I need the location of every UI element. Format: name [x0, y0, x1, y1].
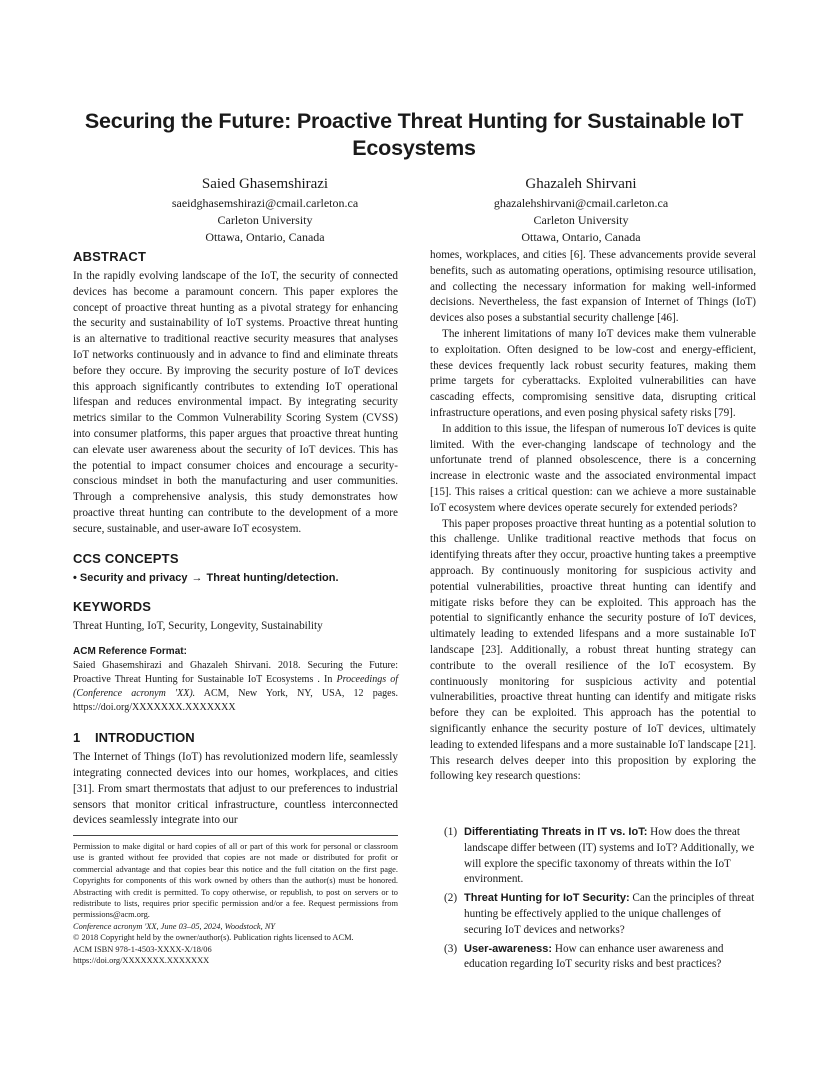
- abstract-heading: ABSTRACT: [73, 249, 147, 264]
- intro-paragraph: This paper proposes proactive threat hunting as a potential solution to this challenge. Unlike traditional reactive methods that focus on identifying threats after they occur, proactive hunting takes a preemptive approach. By continuously monitoring for suspicious activity and potential vulnerabilities, proactive threat hunting can identify and mitigate risks before they can be exploited. This approach has the potential to significantly enhance the security posture of IoT devices, ultimately leading to extended lifespans and a more sustainable IoT landscape [23]. Additionally, a robust threat hunting strategy can contribute to the overall resilience of the IoT ecosystem. By continuously monitoring for suspicious activity and potential vulnerabilities, proactive threat hunting can identify and mitigate risks before they can be exploited. This approach has the potential to significantly enhance the security posture of IoT devices, ultimately leading to extended lifespans and a more sustainable IoT landscape [21]. This research delves deeper into this proposition by exploring the following key research questions:: [430, 517, 756, 783]
- doi-line: https://doi.org/XXXXXXX.XXXXXXX: [73, 956, 210, 966]
- author-block-2: [431, 173, 731, 246]
- author-email: saeidghasemshirazi@cmail.carleton.ca: [171, 196, 359, 210]
- author-affiliation: Carleton University: [217, 213, 313, 227]
- copyright-footnote: [73, 835, 398, 966]
- copyright-line: © 2018 Copyright held by the owner/author(s). Publication rights licensed to ACM.: [73, 933, 354, 943]
- intro-paragraph: In addition to this issue, the lifespan of numerous IoT devices is quite limited. With the ever-changing landscape of technology and the unfortunate trend of planned obsolescence, there is a concerning increase in electronic waste and the associated environmental impact [15]. This raises a critical question: can we achieve a more sustainable IoT ecosystem where devices operate securely for extended periods?: [430, 422, 756, 514]
- question-text: How does the threat landscape differ between (IT) systems and IoT? Additionally, we will explore the specific taxonomy of threats within the IoT environment.: [464, 826, 755, 886]
- acm-ref-part: ACM, New York, NY, USA, 12 pages. https://doi.org/XXXXXXX.XXXXXXX: [73, 688, 398, 714]
- acm-ref-part: Saied Ghasemshirazi and Ghazaleh Shirvani. 2018. Securing the Future: Proactive Threat Hunting for Sustainable IoT Ecosystems . In: [73, 660, 398, 686]
- author-location: Ottawa, Ontario, Canada: [205, 230, 325, 244]
- question-title: Differentiating Threats in IT vs. IoT:: [464, 826, 648, 838]
- ccs-left: Security and privacy: [79, 571, 188, 584]
- intro-paragraph: The inherent limitations of many IoT devices make them vulnerable to exploitation. Often designed to be low-cost and energy-efficient, these devices frequently lack robust security features, making them prime targets for cyberattacks. Exploited vulnerabilities can have cascading effects, compromising sensitive data, disrupting critical infrastructure operations, and even posing physical safety risks [79].: [430, 327, 756, 419]
- keywords-heading: KEYWORDS: [73, 599, 152, 615]
- acm-ref-proceedings: Proceedings of (Conference acronym 'XX).: [73, 674, 398, 700]
- author-affiliation: Carleton University: [533, 213, 629, 227]
- list-number: (1): [444, 826, 458, 838]
- abstract-text: In the rapidly evolving landscape of the IoT, the security of connected devices has become a paramount concern. This paper explores the concept of proactive threat hunting as a pivotal strategy for enhancing the security and sustainability of IoT systems. Proactive threat hunting is an alternative to traditional reactive security measures that analyses IoT networks continuously and in advance to find and eliminate threats before they occure. By improving the security posture of IoT devices this approach significantly contributes to extending IoT operational lifespan and reduces environmental impact. By integrating security metrics similar to the Common Vulnerability Scoring System (CVSS) into consumer platforms, this paper argues that proactive threat hunting can elevate user awareness about the security of IoT devices. This has the potential to impact consumer choices and encourage a security-conscious mindset in both the manufacturing and user communities. Through a comprehensive analysis, this study demonstrates how proactive threat hunting can contribute to the development of a more secure, sustainable, and user-aware IoT ecosystem.: [73, 270, 398, 535]
- left-column: [73, 248, 398, 829]
- ccs-concept-line: [73, 571, 398, 587]
- permission-notice: Permission to make digital or hard copies of all or part of this work for personal or classroom use is granted without fee provided that copies are not made or distributed for profit or commercial advantage and that copies bear this notice and the full citation on the first page. Copyrights for components of this work owned by others than the author(s) must be honored. Abstracting with credit is permitted. To copy otherwise, or republish, to post on servers or to redistribute to lists, requires prior specific permission and/or a fee. Request permissions from permissions@acm.org.: [73, 842, 398, 920]
- section-number: 1: [73, 730, 81, 746]
- list-item: [444, 891, 758, 938]
- bullet-glyph: •: [73, 571, 77, 584]
- question-text: How can enhance user awareness and education regarding IoT security risks and best practices?: [464, 942, 724, 971]
- author-location: Ottawa, Ontario, Canada: [521, 230, 641, 244]
- arrow-icon: →: [191, 571, 203, 584]
- right-column: [430, 248, 756, 785]
- ccs-heading: CCS CONCEPTS: [73, 550, 179, 566]
- list-item: [444, 942, 758, 974]
- acm-reference-heading: ACM Reference Format:: [73, 646, 187, 658]
- paper-title: Securing the Future: Proactive Threat Hunting for Sustainable IoT Ecosystems: [84, 109, 744, 160]
- acm-reference-text: [73, 659, 398, 715]
- intro-paragraph: The Internet of Things (IoT) has revolutionized modern life, seamlessly integrating connected devices into our homes, workplaces, and cities [31]. From smart thermostats that adjust to our preferences to industrial sensors that monitor critical infrastructure, countless interconnected devices seamlessly integrate into our: [73, 751, 398, 827]
- ccs-right: Threat hunting/detection: [206, 571, 336, 584]
- conference-line: Conference acronym 'XX, June 03–05, 2024, Woodstock, NY: [73, 921, 276, 931]
- author-email: ghazalehshirvani@cmail.carleton.ca: [493, 196, 669, 210]
- section-title: INTRODUCTION: [95, 730, 195, 746]
- keywords-text: Threat Hunting, IoT, Security, Longevity, Sustainability: [73, 620, 323, 633]
- author-block-1: [115, 173, 415, 246]
- question-text: Can the principles of threat hunting be effectively applied to the unique challenges of securing IoT devices and networks?: [464, 892, 755, 936]
- isbn-line: ACM ISBN 978-1-4503-XXXX-X/18/06: [73, 944, 212, 954]
- list-number: (3): [444, 942, 458, 955]
- question-title: User-awareness:: [464, 942, 553, 955]
- introduction-heading: [73, 729, 398, 747]
- list-number: (2): [444, 892, 458, 905]
- ccs-period: .: [335, 571, 339, 584]
- list-item: [444, 825, 758, 888]
- author-name: Saied Ghasemshirazi: [201, 176, 329, 192]
- author-name: Ghazaleh Shirvani: [525, 176, 637, 192]
- question-title: Threat Hunting for IoT Security:: [464, 892, 630, 905]
- research-questions-list: [444, 825, 758, 976]
- intro-paragraph: homes, workplaces, and cities [6]. These advancements provide several benefits, such as automating operations, optimising resource utilisation, and collecting the necessary information for making well-informed decisions. Nevertheless, the fast expansion of Internet of Things (IoT) devices also poses a substantial security challenge [46].: [430, 249, 756, 325]
